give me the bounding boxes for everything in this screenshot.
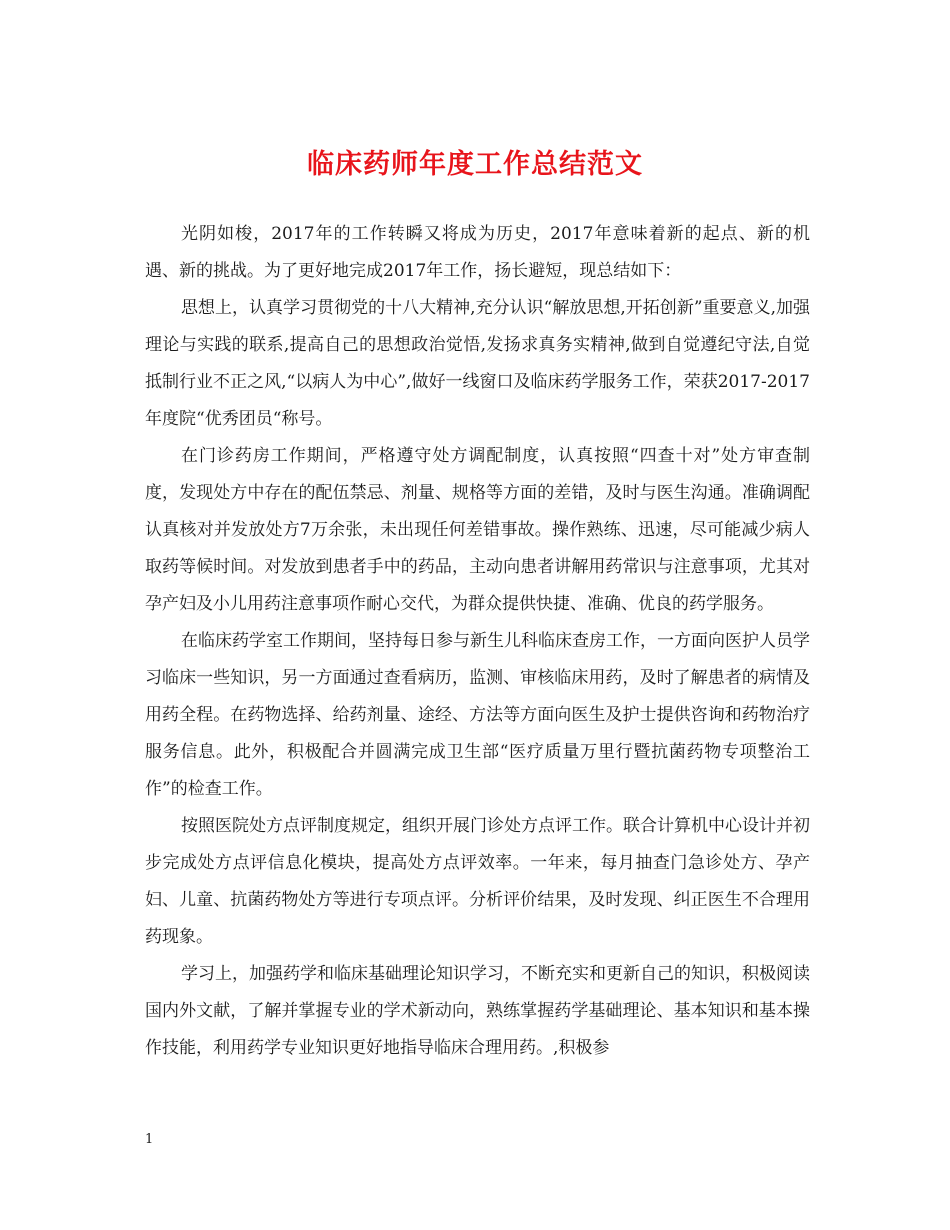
paragraph-intro: 光阴如梭，2017年的工作转瞬又将成为历史，2017年意味着新的起点、新的机遇、新的挑战。为了更好地完成2017年工作，扬长避短，现总结如下：	[145, 224, 810, 281]
paragraph-prescription-review: 按照医院处方点评制度规定，组织开展门诊处方点评工作。联合计算机中心设计并初步完成处方点评信息化模块，提高处方点评效率。一年来，每月抽查门急诊处方、孕产妇、儿童、抗菌药物处方等进行专项点评。分析评价结果，及时发现、纠正医生不合理用药现象。	[145, 816, 810, 947]
paragraph-clinical-pharmacy: 在临床药学室工作期间，坚持每日参与新生儿科临床查房工作，一方面向医护人员学习临床一些知识，另一方面通过查看病历，监测、审核临床用药，及时了解患者的病情及用药全程。在药物选择、给药剂量、途经、方法等方面向医生及护士提供咨询和药物治疗服务信息。此外，积极配合并圆满完成卫生部“医疗质量万里行暨抗菌药物专项整治工作”的检查工作。	[145, 631, 810, 799]
document-title: 临床药师年度工作总结范文	[307, 149, 643, 180]
document-body	[145, 216, 810, 1067]
paragraph-outpatient-pharmacy: 在门诊药房工作期间，严格遵守处方调配制度，认真按照“四查十对”处方审查制度，发现处方中存在的配伍禁忌、剂量、规格等方面的差错，及时与医生沟通。准确调配认真核对并发放处方7万余张，未出现任何差错事故。操作熟练、迅速，尽可能减少病人取药等候时间。对发放到患者手中的药品，主动向患者讲解用药常识与注意事项，尤其对孕产妇及小儿用药注意事项作耐心交代，为群众提供快捷、准确、优良的药学服务。	[145, 446, 810, 614]
paragraph-ideology: 思想上，认真学习贯彻党的十八大精神,充分认识“解放思想,开拓创新”重要意义,加强理论与实践的联系,提高自己的思想政治觉悟,发扬求真务实精神,做到自觉遵纪守法,自觉抵制行业不正之风,“以病人为中心”,做好一线窗口及临床药学服务工作，荣获2017-2017年度院“优秀团员“称号。	[145, 298, 810, 429]
page-number: 1	[145, 1132, 154, 1147]
paragraph-study: 学习上，加强药学和临床基础理论知识学习，不断充实和更新自己的知识，积极阅读国内外文献，了解并掌握专业的学术新动向，熟练掌握药学基础理论、基本知识和基本操作技能，利用药学专业知识更好地指导临床合理用药。,积极参	[145, 964, 810, 1058]
